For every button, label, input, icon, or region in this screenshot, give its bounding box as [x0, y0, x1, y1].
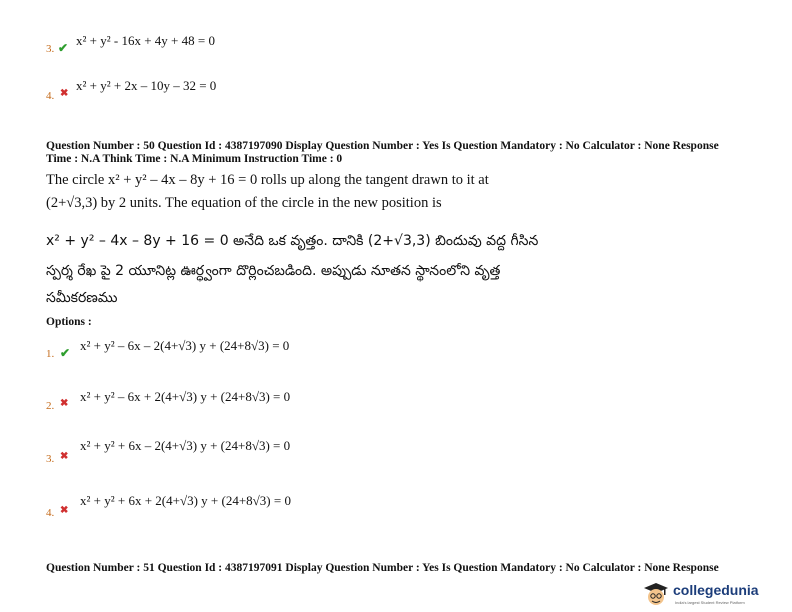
option-number: 4.: [46, 90, 55, 102]
wrong-cross-icon: ✖: [60, 88, 69, 99]
option-equation: x² + y² – 6x + 2(4+√3) y + (24+8√3) = 0: [80, 389, 291, 404]
option-equation: x² + y² + 2x – 10y – 32 = 0: [76, 78, 217, 93]
telugu-text-line-3: సమీకరణము: [46, 290, 118, 306]
option-equation: x² + y² - 16x + 4y + 48 = 0: [76, 33, 215, 48]
graduate-mascot-icon: [643, 581, 669, 607]
question-header: Question Number : 50 Question Id : 4387197090 Display Question Number : Yes Is Question Mandatory : No Calculator : None Response: [46, 140, 719, 152]
option-number: 4.: [46, 507, 55, 519]
logo-tagline: India's largest Student Review Platform: [675, 600, 745, 605]
telugu-text-line-2: స్పర్శ రేఖ పై 2 యూనిట్ల ఊర్ధ్వంగా దొర్లించబడింది. అప్పుడు నూతన స్థానంలోని వృత్త: [46, 263, 501, 279]
option-equation: x² + y² + 6x – 2(4+√3) y + (24+8√3) = 0: [80, 438, 291, 453]
wrong-cross-icon: ✖: [60, 505, 69, 516]
option-number: 3.: [46, 43, 55, 55]
wrong-cross-icon: ✖: [60, 398, 69, 409]
options-label: Options :: [46, 316, 92, 328]
next-question-header: Question Number : 51 Question Id : 4387197091 Display Question Number : Yes Is Question Mandatory : No Calculator : None Response: [46, 562, 719, 574]
telugu-text-line-1: x² + y² – 4x – 8y + 16 = 0 అనేది ఒక వృత్తం. దానికి (2+√3,3) బిందువు వద్ద గీసిన: [46, 233, 539, 249]
correct-check-icon: ✔: [58, 41, 69, 55]
option-equation: x² + y² – 6x – 2(4+√3) y + (24+8√3) = 0: [80, 338, 290, 353]
collegedunia-logo: [643, 580, 788, 608]
option-number: 3.: [46, 453, 55, 465]
option-number: 1.: [46, 348, 55, 360]
question-text-line-1: The circle x² + y² – 4x – 8y + 16 = 0 rolls up along the tangent drawn to it at: [46, 172, 489, 188]
logo-text: collegedunia: [673, 582, 759, 598]
option-equation: x² + y² + 6x + 2(4+√3) y + (24+8√3) = 0: [80, 493, 291, 508]
correct-check-icon: ✔: [60, 346, 71, 360]
wrong-cross-icon: ✖: [60, 451, 69, 462]
question-timing: Time : N.A Think Time : N.A Minimum Instruction Time : 0: [46, 153, 343, 165]
question-text-line-2: (2+√3,3) by 2 units. The equation of the circle in the new position is: [46, 195, 442, 211]
option-number: 2.: [46, 400, 55, 412]
